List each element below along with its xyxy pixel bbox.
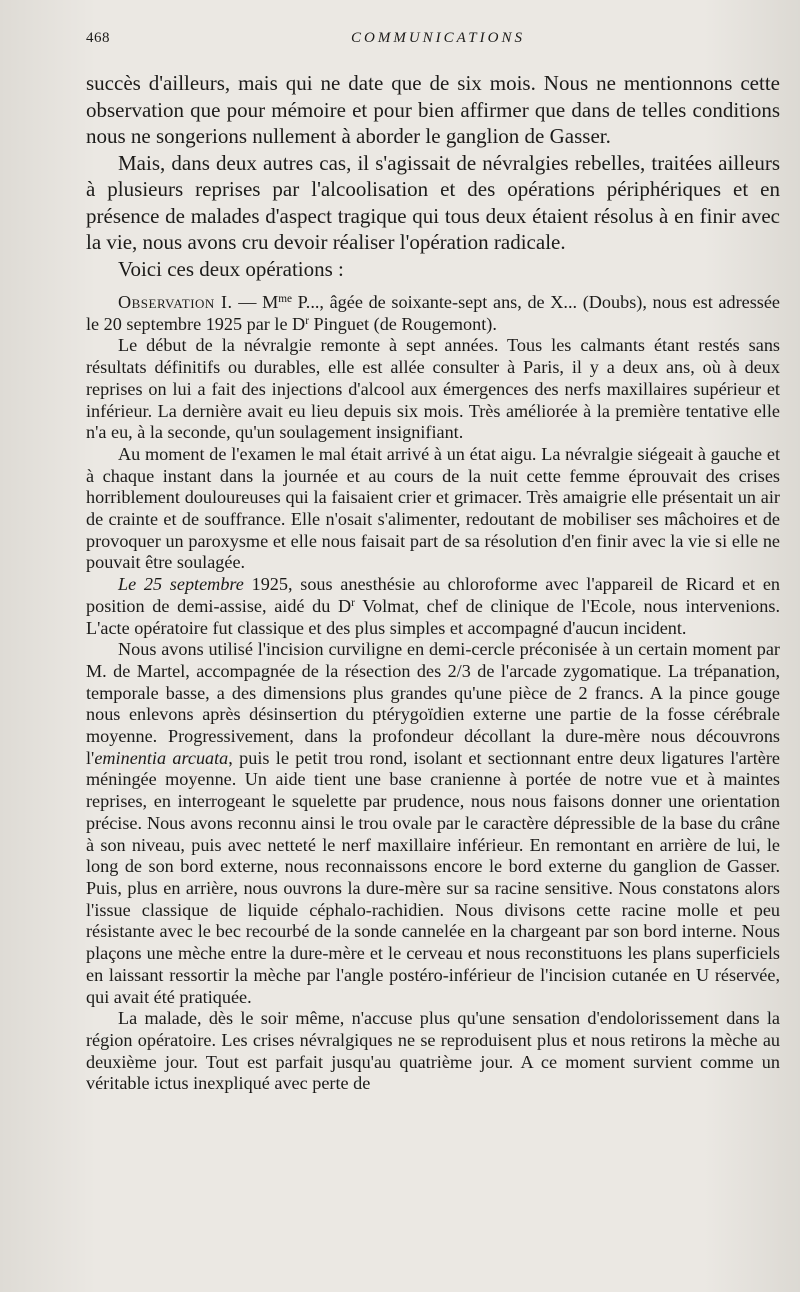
paragraph-technique <box>86 639 780 1008</box>
observation-label: Observation I. <box>118 292 233 312</box>
intro-section <box>86 70 780 282</box>
observation-heading-paragraph <box>86 292 780 335</box>
paragraph-outcome: La malade, dès le soir même, n'accuse plus qu'une sensation d'endolorissement dans la région opératoire. Les crises névralgiques ne se reproduisent plus et nous retirons la mèche au deuxième jour. Tout est parfait jusqu'au quatrième jour. A ce moment survient comme un véritable ictus inexpliqué avec perte de <box>86 1008 780 1094</box>
surgery-date: Le 25 septembre <box>118 574 244 595</box>
observation-text-a: — M <box>232 292 279 312</box>
paragraph-continued: succès d'ailleurs, mais qui ne date que de six mois. Nous ne mentionnons cette observation que pour mémoire et pour bien affirmer que dans de telles conditions nous ne songerions nullement à aborder le ganglion de Gasser. <box>86 71 780 148</box>
page-number: 468 <box>86 30 110 46</box>
observation-section <box>86 292 780 1095</box>
paragraph-history: Le début de la névralgie remonte à sept années. Tous les calmants étant restés sans résultats définitifs ou durables, elle est allée consulter à Paris, il y a deux ans, où à deux reprises on lui a fait des injections d'alcool aux émergences des nerfs maxillaires supérieur et inférieur. La dernière avait eu lieu depuis six mois. Très améliorée à la première tentative elle n'a eu, à la seconde, qu'un soulagement insignifiant. <box>86 335 780 443</box>
technique-text-a: Nous avons utilisé l'incision curviligne en demi-cercle préconisée à un certain moment par M. de Martel, accompagnée de la résection des 2/3 de l'arcade zygomatique. La trépanation, temporale basse, a des dimensions plus grandes qu'une pièce de 2 francs. A la pince gouge nous enlevons après désinsertion du ptérygoïdien externe une partie de la fosse cérébrale moyenne. Progressivement, dans la profondeur décollant la dure-mère nous découvrons l' <box>86 639 780 768</box>
paragraph-examination: Au moment de l'examen le mal était arrivé à un état aigu. La névralgie siégeait à gauche et à chaque instant dans la journée et au cours de la nuit cette femme éprouvait des crises horriblement douloureuses qui la faisaient crier et grimacer. Très amaigrie elle présentait un air de crainte et de souffrance. Elle n'osait s'alimenter, redoutant de mobiliser ses mâchoires et de provoquer un paroxysme et elle nous faisait part de sa résolution d'en finir avec la vie si elle ne pouvait être soulagée. <box>86 443 780 573</box>
paragraph-cases: Mais, dans deux autres cas, il s'agissait de névralgies rebelles, traitées ailleurs à plusieurs reprises par l'alcoolisation et des opérations périphériques et en présence de malades d'aspect tragique qui tous deux étaient résolus à en finir avec la vie, nous avons cru devoir réaliser l'opération radicale. <box>86 150 780 254</box>
observation-text-b: P..., âgée de soixante-sept ans, de X... (Doubs), nous est adressée le 20 septembre 1925 par le D <box>86 292 780 334</box>
paragraph-surgery <box>86 574 780 639</box>
running-head <box>86 26 780 54</box>
running-title: COMMUNICATIONS <box>351 30 525 46</box>
paragraph-intro-operations: Voici ces deux opérations : <box>118 256 344 281</box>
surgery-text-b: Volmat, chef de clinique de l'Ecole, nous intervenions. L'acte opératoire fut classique et des plus simples et accompagné d'aucun incident. <box>86 595 780 638</box>
technique-text-b: , puis le petit trou rond, isolant et sectionnant entre deux ligatures l'artère méningée moyenne. Un aide tient une base cranienne à portée de notre vue et à maintes reprises, en interrogeant le squelette par prudence, nous nous faisons donner une orientation précise. Nous avons reconnu ainsi le trou ovale par le caractère dépressible de la base du crâne à son niveau, puis avec netteté le nerf maxillaire inférieur. En remontant en arrière de lui, le long de son bord externe, nous reconnaissons encore le bord externe du ganglion de Gasser. Puis, plus en arrière, nous ouvrons la dure-mère sur sa racine sensitive. Nous constatons alors l'issue classique de liquide céphalo-rachidien. Nous divisons cette racine molle et peu résistante avec le bec recourbé de la sonde cannelée en la chargeant par son bord interne. Nous plaçons une mèche entre la dure-mère et le cerveau et nous reconstituons les plans superficiels en laissant ressortir la mèche par l'angle postéro-inférieur de l'incision cutanée en U réservée, qui avait été pratiquée. <box>86 747 780 1007</box>
observation-mme-sup: me <box>278 292 293 305</box>
observation-text-c: Pinguet (de Rougemont). <box>308 313 497 334</box>
technique-italic-term: eminentia arcuata <box>94 747 229 768</box>
surgery-text-a: 1925, sous anesthésie au chloroforme avec l'appareil de Ricard et en position de demi-assise, aidé du D <box>86 574 780 616</box>
surgery-dr-sup: r <box>351 596 355 609</box>
observation-dr-sup: r <box>305 314 309 327</box>
